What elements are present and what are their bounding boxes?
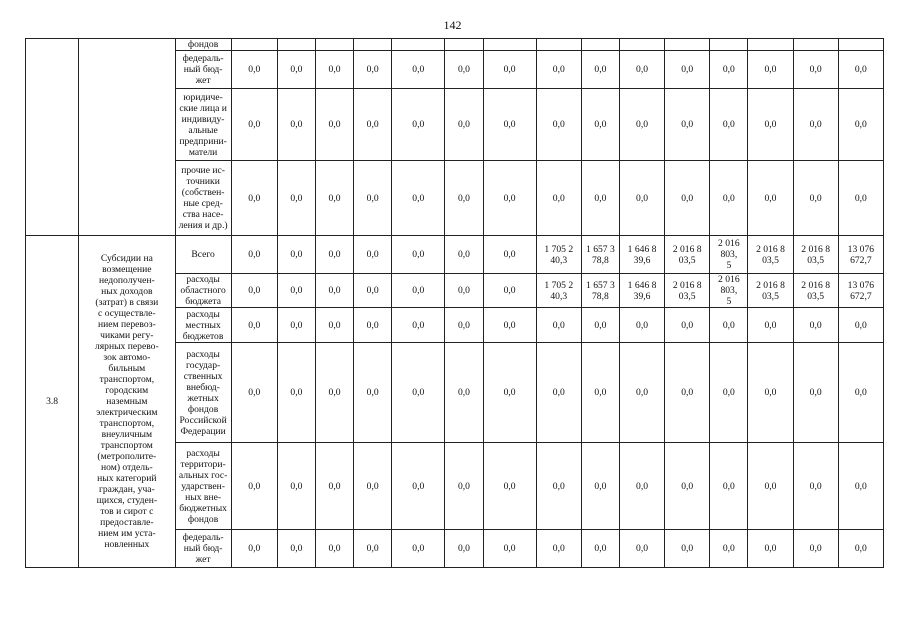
value-cell: 13 076 672,7 (838, 236, 883, 274)
value-cell: 0,0 (354, 343, 392, 443)
value-cell: 0,0 (710, 443, 748, 530)
funding-source: юридиче- ские лица и индивиду- альные предприни- матели (175, 89, 231, 161)
value-cell: 0,0 (354, 274, 392, 308)
value-cell (277, 39, 315, 51)
value-cell (536, 39, 581, 51)
value-cell: 0,0 (838, 343, 883, 443)
value-cell: 0,0 (315, 51, 353, 89)
value-cell: 0,0 (793, 161, 838, 236)
value-cell: 0,0 (619, 308, 664, 343)
value-cell: 0,0 (354, 443, 392, 530)
value-cell: 0,0 (483, 308, 536, 343)
value-cell: 0,0 (483, 530, 536, 568)
value-cell: 0,0 (536, 443, 581, 530)
value-cell: 0,0 (665, 343, 710, 443)
value-cell: 0,0 (231, 89, 277, 161)
funding-source: федераль- ный бюд- жет (175, 51, 231, 89)
value-cell: 2 016 8 03,5 (793, 274, 838, 308)
value-cell: 0,0 (392, 343, 445, 443)
funding-source: федераль- ный бюд- жет (175, 530, 231, 568)
value-cell: 0,0 (445, 161, 483, 236)
value-cell: 2 016 803, 5 (710, 274, 748, 308)
value-cell: 0,0 (581, 89, 619, 161)
value-cell: 0,0 (793, 343, 838, 443)
funding-source: прочие ис- точники (собствен- ные сред- ства насе- ления и др.) (175, 161, 231, 236)
value-cell: 0,0 (354, 161, 392, 236)
value-cell: 0,0 (392, 308, 445, 343)
value-cell: 0,0 (483, 343, 536, 443)
value-cell: 2 016 8 03,5 (665, 236, 710, 274)
value-cell: 0,0 (710, 530, 748, 568)
value-cell: 0,0 (354, 308, 392, 343)
value-cell: 0,0 (231, 236, 277, 274)
value-cell (392, 39, 445, 51)
value-cell: 0,0 (277, 308, 315, 343)
value-cell: 0,0 (748, 343, 793, 443)
value-cell: 0,0 (315, 443, 353, 530)
funding-source: расходы местных бюджетов (175, 308, 231, 343)
value-cell: 0,0 (665, 530, 710, 568)
value-cell: 0,0 (838, 51, 883, 89)
value-cell: 2 016 803, 5 (710, 236, 748, 274)
value-cell: 0,0 (392, 51, 445, 89)
value-cell: 0,0 (277, 161, 315, 236)
value-cell: 0,0 (315, 274, 353, 308)
item-number: 3.8 (26, 236, 79, 568)
value-cell: 0,0 (619, 51, 664, 89)
value-cell: 0,0 (277, 89, 315, 161)
value-cell: 0,0 (665, 51, 710, 89)
value-cell: 0,0 (231, 343, 277, 443)
value-cell: 1 646 8 39,6 (619, 236, 664, 274)
value-cell: 0,0 (445, 308, 483, 343)
value-cell: 0,0 (793, 530, 838, 568)
value-cell: 0,0 (581, 308, 619, 343)
value-cell: 0,0 (665, 308, 710, 343)
value-cell: 0,0 (536, 343, 581, 443)
value-cell: 0,0 (392, 161, 445, 236)
value-cell: 0,0 (581, 443, 619, 530)
value-cell: 2 016 8 03,5 (748, 236, 793, 274)
value-cell: 0,0 (793, 51, 838, 89)
value-cell: 0,0 (619, 343, 664, 443)
value-cell: 0,0 (483, 236, 536, 274)
value-cell: 2 016 8 03,5 (793, 236, 838, 274)
value-cell: 1 657 3 78,8 (581, 274, 619, 308)
value-cell: 1 646 8 39,6 (619, 274, 664, 308)
value-cell: 0,0 (277, 236, 315, 274)
value-cell: 0,0 (710, 51, 748, 89)
value-cell: 0,0 (710, 161, 748, 236)
value-cell: 1 705 2 40,3 (536, 236, 581, 274)
value-cell (581, 39, 619, 51)
value-cell: 0,0 (581, 161, 619, 236)
value-cell: 0,0 (445, 343, 483, 443)
funding-source: фондов (175, 39, 231, 51)
value-cell: 0,0 (536, 161, 581, 236)
value-cell: 0,0 (392, 274, 445, 308)
value-cell: 0,0 (581, 51, 619, 89)
value-cell: 0,0 (231, 443, 277, 530)
value-cell: 0,0 (665, 161, 710, 236)
value-cell: 0,0 (445, 530, 483, 568)
value-cell: 0,0 (838, 443, 883, 530)
value-cell (354, 39, 392, 51)
value-cell (315, 39, 353, 51)
item-title (79, 39, 175, 236)
value-cell: 0,0 (445, 443, 483, 530)
value-cell (793, 39, 838, 51)
funding-source: расходы областного бюджета (175, 274, 231, 308)
value-cell: 1 657 3 78,8 (581, 236, 619, 274)
value-cell: 0,0 (710, 308, 748, 343)
value-cell (619, 39, 664, 51)
value-cell: 0,0 (483, 51, 536, 89)
value-cell: 13 076 672,7 (838, 274, 883, 308)
value-cell: 0,0 (581, 530, 619, 568)
value-cell (445, 39, 483, 51)
value-cell: 0,0 (793, 443, 838, 530)
funding-source: расходы государ- ственных внебюд- жетных фондов Российской Федерации (175, 343, 231, 443)
item-number (26, 39, 79, 236)
value-cell: 0,0 (277, 343, 315, 443)
page-number: 142 (443, 18, 462, 32)
value-cell: 0,0 (392, 530, 445, 568)
value-cell: 0,0 (665, 443, 710, 530)
value-cell: 0,0 (231, 51, 277, 89)
budget-table (25, 38, 884, 568)
value-cell: 0,0 (619, 443, 664, 530)
value-cell: 1 705 2 40,3 (536, 274, 581, 308)
value-cell: 0,0 (315, 236, 353, 274)
value-cell: 0,0 (793, 89, 838, 161)
value-cell: 0,0 (354, 51, 392, 89)
value-cell: 0,0 (231, 530, 277, 568)
funding-source: расходы территори- альных гос- ударствен- ных вне- бюджетных фондов (175, 443, 231, 530)
value-cell (483, 39, 536, 51)
value-cell: 0,0 (315, 89, 353, 161)
value-cell: 0,0 (665, 89, 710, 161)
value-cell: 0,0 (483, 161, 536, 236)
item-title: Субсидии на возмещение недополучен- ных доходов (затрат) в связи с осуществле- нием перевоз- чиками регу- лярных перево- зок автомо- бильным транспортом, городским наземным электрическим транспортом, внеуличным транспортом (метрополите- ном) отдель- ных категорий граждан, уча- щихся, студен- тов и сирот с предоставле- нием им уста- новленных (79, 236, 175, 568)
value-cell: 0,0 (392, 89, 445, 161)
value-cell: 0,0 (536, 308, 581, 343)
value-cell: 0,0 (231, 308, 277, 343)
value-cell: 0,0 (710, 343, 748, 443)
value-cell: 0,0 (483, 274, 536, 308)
value-cell: 0,0 (277, 51, 315, 89)
value-cell: 0,0 (445, 274, 483, 308)
value-cell: 0,0 (315, 343, 353, 443)
value-cell: 0,0 (748, 443, 793, 530)
value-cell: 0,0 (315, 308, 353, 343)
value-cell: 0,0 (748, 530, 793, 568)
value-cell: 0,0 (619, 161, 664, 236)
value-cell: 0,0 (277, 443, 315, 530)
value-cell: 0,0 (619, 530, 664, 568)
table-row (26, 39, 884, 51)
value-cell: 0,0 (536, 89, 581, 161)
value-cell: 0,0 (748, 89, 793, 161)
value-cell: 0,0 (354, 530, 392, 568)
value-cell: 0,0 (392, 443, 445, 530)
value-cell: 0,0 (445, 236, 483, 274)
value-cell: 0,0 (483, 443, 536, 530)
value-cell: 0,0 (315, 530, 353, 568)
value-cell (748, 39, 793, 51)
value-cell: 2 016 8 03,5 (748, 274, 793, 308)
value-cell: 0,0 (445, 89, 483, 161)
value-cell: 0,0 (231, 161, 277, 236)
value-cell: 2 016 8 03,5 (665, 274, 710, 308)
value-cell: 0,0 (838, 89, 883, 161)
value-cell (231, 39, 277, 51)
value-cell: 0,0 (748, 161, 793, 236)
value-cell: 0,0 (392, 236, 445, 274)
value-cell: 0,0 (231, 274, 277, 308)
value-cell: 0,0 (277, 530, 315, 568)
table-row (26, 236, 884, 274)
value-cell: 0,0 (748, 308, 793, 343)
value-cell: 0,0 (838, 308, 883, 343)
value-cell: 0,0 (354, 89, 392, 161)
value-cell (838, 39, 883, 51)
value-cell: 0,0 (445, 51, 483, 89)
value-cell: 0,0 (315, 161, 353, 236)
value-cell (665, 39, 710, 51)
value-cell: 0,0 (748, 51, 793, 89)
value-cell: 0,0 (536, 530, 581, 568)
value-cell: 0,0 (581, 343, 619, 443)
value-cell: 0,0 (483, 89, 536, 161)
value-cell: 0,0 (536, 51, 581, 89)
value-cell (710, 39, 748, 51)
funding-source: Всего (175, 236, 231, 274)
value-cell: 0,0 (838, 161, 883, 236)
value-cell: 0,0 (619, 89, 664, 161)
value-cell: 0,0 (710, 89, 748, 161)
value-cell: 0,0 (793, 308, 838, 343)
value-cell: 0,0 (838, 530, 883, 568)
value-cell: 0,0 (354, 236, 392, 274)
value-cell: 0,0 (277, 274, 315, 308)
